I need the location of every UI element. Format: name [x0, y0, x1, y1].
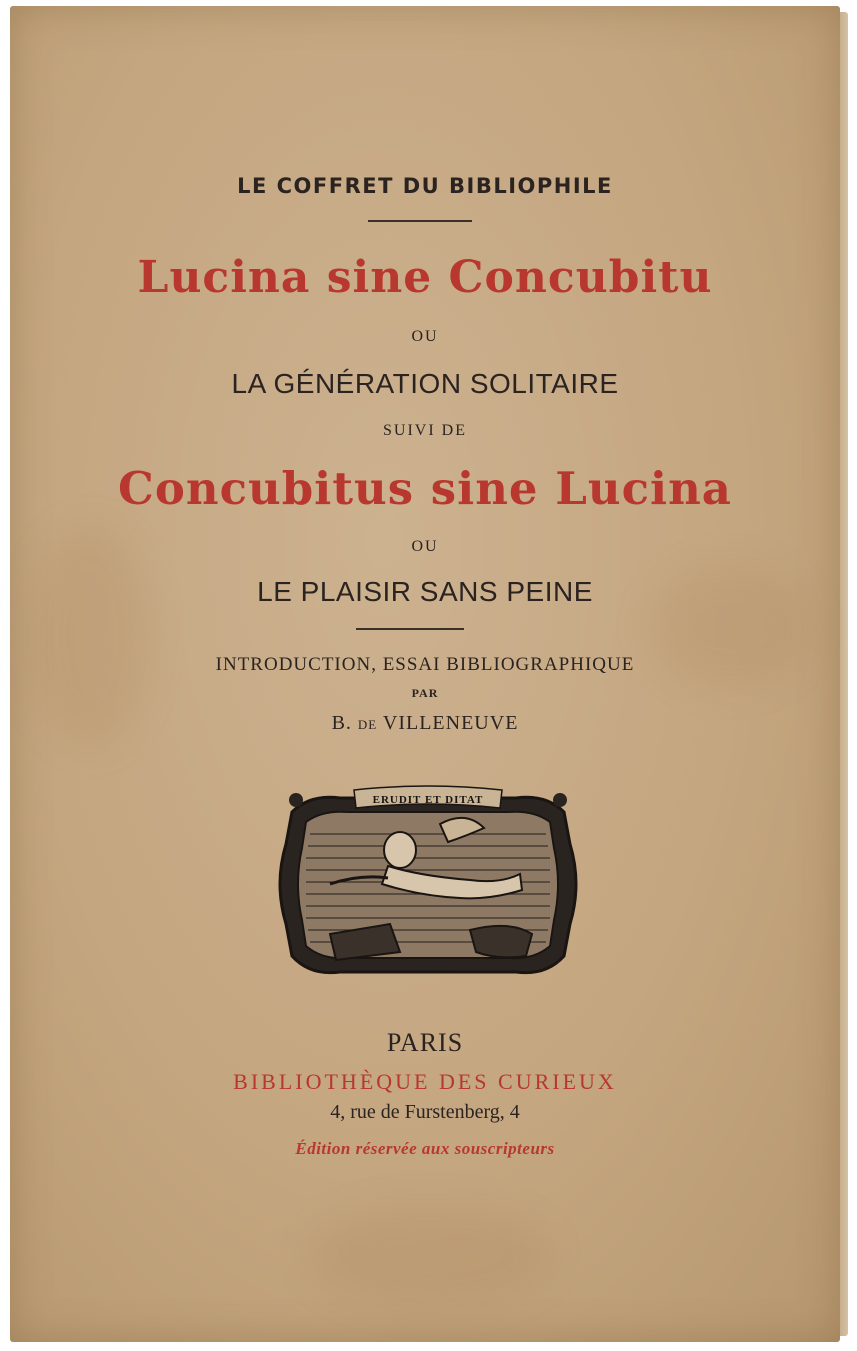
divider-rule: [356, 628, 464, 630]
author-name: [10, 712, 840, 735]
edition-note: Édition réservée aux souscripteurs: [295, 1139, 555, 1158]
author-particle: DE: [357, 717, 378, 732]
publisher-name: BIBLIOTHÈQUE DES CURIEUX: [233, 1069, 617, 1094]
publisher-address: 4, rue de Furstenberg, 4: [330, 1101, 520, 1123]
connector-ou: OU: [411, 328, 439, 345]
book-cover: [10, 6, 840, 1342]
divider-rule: [368, 220, 472, 222]
second-title: Concubitus sine Lucina: [118, 462, 732, 515]
printers-emblem-icon: [270, 784, 586, 984]
author-initial: B.: [331, 712, 352, 734]
main-subtitle: LA GÉNÉRATION SOLITAIRE: [231, 368, 619, 399]
second-subtitle: LE PLAISIR SANS PEINE: [257, 576, 593, 607]
introduction-line: INTRODUCTION, ESSAI BIBLIOGRAPHIQUE: [215, 654, 635, 675]
connector-ou: OU: [411, 538, 439, 555]
emblem-motto: ERUDIT ET DITAT: [372, 794, 484, 806]
suivi-de-label: SUIVI DE: [383, 422, 467, 439]
series-title: LE COFFRET DU BIBLIOPHILE: [237, 174, 613, 198]
main-title: Lucina sine Concubitu: [137, 252, 713, 303]
author-surname: VILLENEUVE: [382, 712, 519, 734]
paper-stain: [310, 1206, 550, 1306]
city: PARIS: [386, 1028, 464, 1057]
par-label: PAR: [411, 686, 439, 700]
